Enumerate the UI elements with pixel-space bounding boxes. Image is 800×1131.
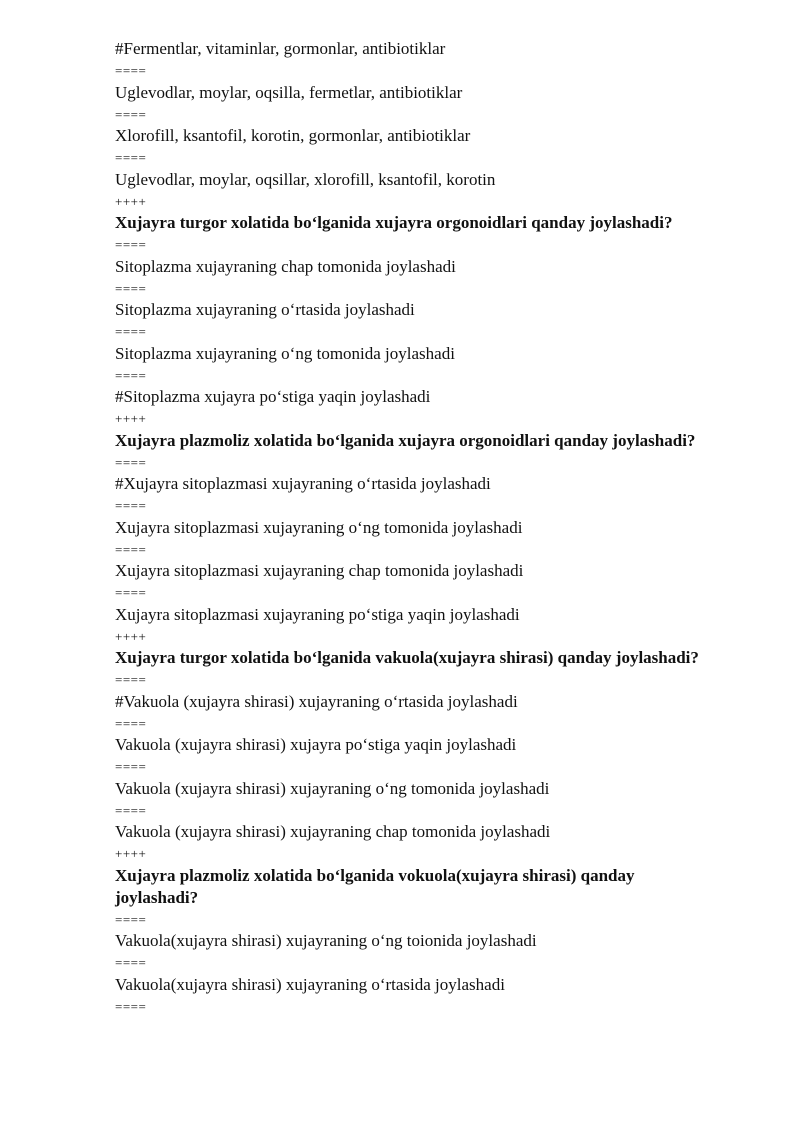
question-text: Xujayra turgor xolatida bo‘lganida xujayra orgonoidlari qanday joylashadi?	[115, 213, 673, 232]
separator-line: ====	[115, 498, 147, 513]
separator-line: ====	[115, 672, 147, 687]
answer-option: #Sitoplazma xujayra po‘stiga yaqin joylashadi	[115, 387, 431, 406]
answer-option: Sitoplazma xujayraning chap tomonida joylashadi	[115, 256, 456, 276]
answer-option: Sitoplazma xujayraning o‘ng tomonida joylashadi	[115, 343, 455, 363]
answer-option: Uglevodlar, moylar, oqsillar, xlorofill, ksantofil, korotin	[115, 169, 496, 189]
separator-line: ====	[115, 280, 147, 296]
separator-line: ++++	[115, 411, 147, 426]
separator-line: ====	[115, 237, 147, 252]
separator-line: ++++	[115, 628, 147, 644]
separator-line: ====	[115, 911, 147, 927]
separator-line: ++++	[115, 846, 147, 861]
separator-line: ====	[115, 324, 147, 339]
answer-option: Xujayra sitoplazmasi xujayraning po‘stiga yaqin joylashadi	[115, 604, 520, 624]
answer-option: Sitoplazma xujayraning o‘rtasida joylashadi	[115, 300, 415, 319]
answer-option: #Fermentlar, vitaminlar, gormonlar, antibiotiklar	[115, 39, 446, 58]
answer-option: Vakuola (xujayra shirasi) xujayra po‘stiga yaqin joylashadi	[115, 735, 517, 754]
answer-option: Uglevodlar, moylar, oqsilla, fermetlar, antibiotiklar	[115, 82, 463, 102]
answer-option: Xujayra sitoplazmasi xujayraning o‘ng tomonida joylashadi	[115, 517, 523, 537]
answer-option: Vakuola (xujayra shirasi) xujayraning chap tomonida joylashadi	[115, 822, 551, 841]
separator-line: ====	[115, 541, 147, 557]
answer-option: Xujayra sitoplazmasi xujayraning chap tomonida joylashadi	[115, 561, 524, 580]
question-text: Xujayra plazmoliz xolatida bo‘lganida vokuola(xujayra shirasi) qanday joylashadi?	[115, 865, 635, 907]
answer-option: Vakuola (xujayra shirasi) xujayraning o‘ng tomonida joylashadi	[115, 778, 550, 798]
separator-line: ====	[115, 715, 147, 731]
question-text: Xujayra plazmoliz xolatida bo‘lganida xujayra orgonoidlari qanday joylashadi?	[115, 430, 696, 450]
answer-option: Xlorofill, ksantofil, korotin, gormonlar, antibiotiklar	[115, 126, 471, 145]
separator-line: ====	[115, 106, 147, 122]
separator-line: ====	[115, 802, 147, 818]
document-body	[115, 38, 745, 1017]
separator-line: ====	[115, 454, 147, 470]
question-text: Xujayra turgor xolatida bo‘lganida vakuola(xujayra shirasi) qanday joylashadi?	[115, 648, 699, 667]
separator-line: ++++	[115, 193, 147, 209]
separator-line: ====	[115, 63, 147, 78]
separator-line: ====	[115, 955, 147, 970]
separator-line: ====	[115, 150, 147, 165]
answer-option: Vakuola(xujayra shirasi) xujayraning o‘ng toionida joylashadi	[115, 931, 537, 950]
answer-option: #Vakuola (xujayra shirasi) xujayraning o‘rtasida joylashadi	[115, 691, 518, 711]
answer-option: Vakuola(xujayra shirasi) xujayraning o‘rtasida joylashadi	[115, 974, 505, 994]
separator-line: ====	[115, 759, 147, 774]
separator-line: ====	[115, 585, 147, 600]
answer-option: #Xujayra sitoplazmasi xujayraning o‘rtasida joylashadi	[115, 474, 491, 493]
separator-line: ====	[115, 998, 147, 1014]
separator-line: ====	[115, 367, 147, 383]
